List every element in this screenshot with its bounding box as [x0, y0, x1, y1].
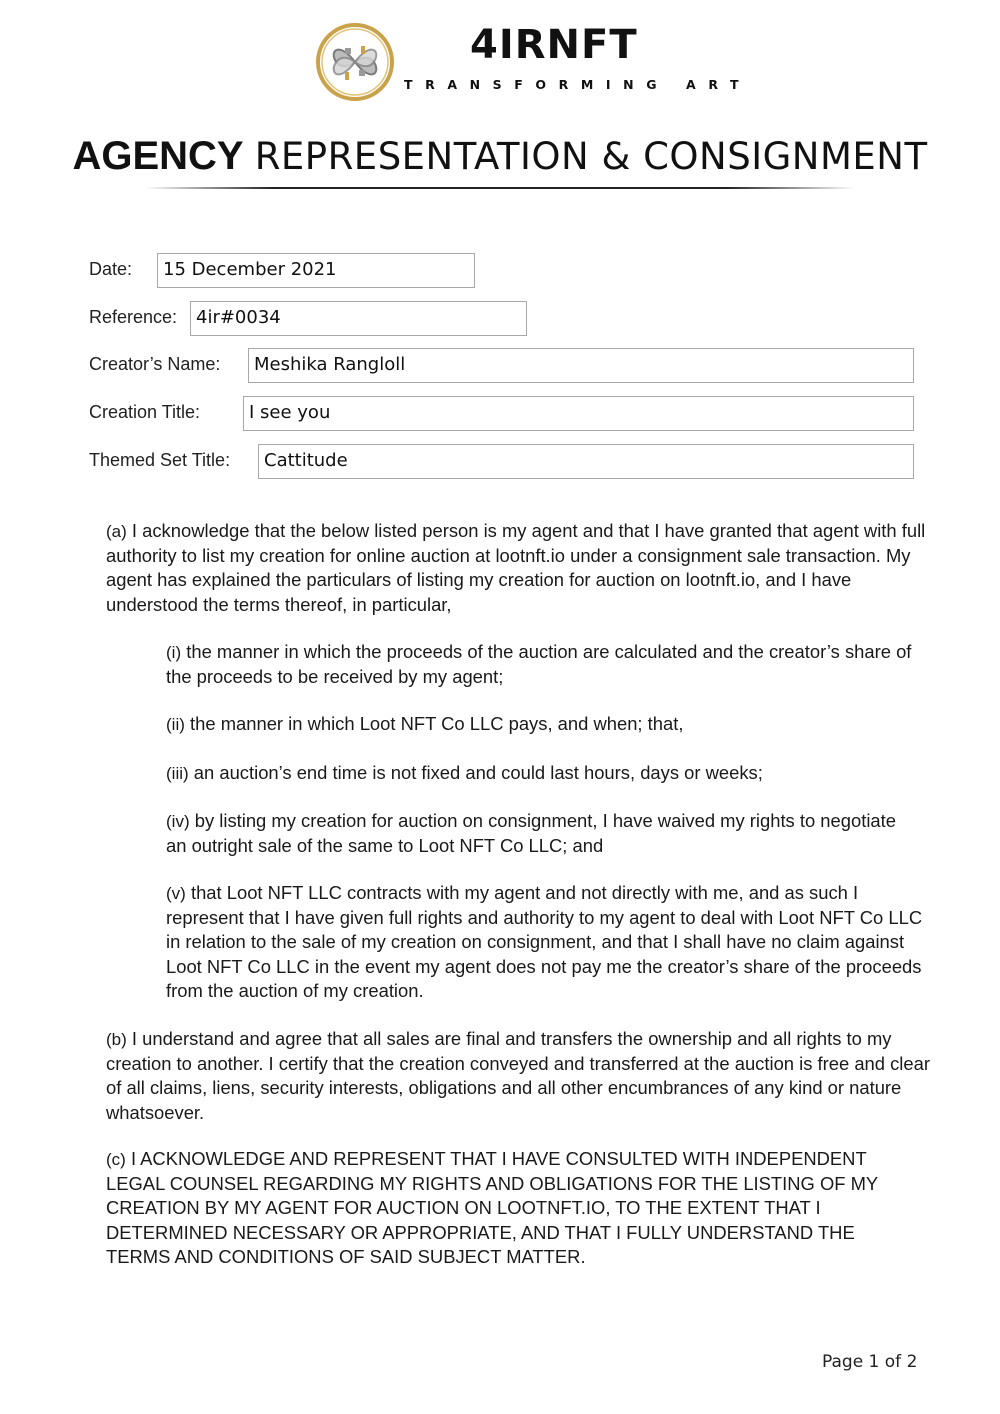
brand-name: 4IRNFT [470, 22, 638, 68]
themed-set-title-field[interactable]: Cattitude [258, 444, 914, 479]
document-title [0, 134, 1000, 178]
clause-a-marker: (a) [106, 522, 127, 541]
clause-b-text: I understand and agree that all sales are final and transfers the ownership and all rights to my creation to another. I certify that the creation conveyed and transferred at the auction is free and clear of all claims, liens, security interests, obligations and all other encumbrances of any kind or nature whatsoever. [106, 1028, 930, 1123]
clause-ii-text: the manner in which Loot NFT Co LLC pays, and when; that, [190, 713, 684, 734]
creation-title-field[interactable]: I see you [243, 396, 914, 431]
themed-set-title-label: Themed Set Title: [89, 450, 231, 470]
clause-c-marker: (c) [106, 1150, 126, 1169]
clause-v-marker: (v) [166, 884, 186, 903]
clause-i [166, 640, 930, 689]
clause-ii [166, 712, 930, 737]
clause-iv-marker: (iv) [166, 812, 190, 831]
clause-c-text: I ACKNOWLEDGE AND REPRESENT THAT I HAVE CONSULTED WITH INDEPENDENT LEGAL COUNSEL REGARDING MY RIGHTS AND OBLIGATIONS FOR THE LISTING OF MY CREATION BY MY AGENT FOR AUCTION ON LOOTNFT.IO, TO THE EXTENT THAT I DETERMINED NECESSARY OR APPROPRIATE, AND THAT I FULLY UNDERSTAND THE TERMS AND CONDITIONS OF SAID SUBJECT MATTER. [106, 1148, 878, 1267]
clause-iv [166, 809, 906, 858]
clause-i-marker: (i) [166, 643, 182, 662]
clause-a [106, 519, 932, 617]
creator-name-field[interactable]: Meshika Rangloll [248, 348, 914, 383]
date-field[interactable]: 15 December 2021 [157, 253, 475, 288]
title-divider [145, 187, 855, 189]
brand-tagline: TRANSFORMING ART [404, 77, 752, 92]
reference-field[interactable]: 4ir#0034 [190, 301, 527, 336]
clause-c [106, 1147, 906, 1269]
page-number: Page 1 of 2 [822, 1352, 918, 1372]
date-label: Date: [89, 259, 133, 279]
title-bold-part: AGENCY [72, 134, 244, 178]
clause-v [166, 881, 930, 1003]
clause-a-text: I acknowledge that the below listed person is my agent and that I have granted that agent with full authority to list my creation for online auction at lootnft.io under a consignment sale transaction. My agent has explained the particulars of listing my creation for auction on lootnft.io, and I have understood the terms thereof, in particular, [106, 520, 926, 615]
clause-i-text: the manner in which the proceeds of the auction are calculated and the creator’s share of the proceeds to be received by my agent; [166, 641, 912, 688]
clause-iv-text: by listing my creation for auction on consignment, I have waived my rights to negotiate an outright sale of the same to Loot NFT Co LLC; and [166, 810, 896, 857]
clause-ii-marker: (ii) [166, 715, 185, 734]
title-light-part: REPRESENTATION & CONSIGNMENT [254, 135, 928, 178]
brand-logo-emblem [315, 22, 395, 102]
clause-b-marker: (b) [106, 1030, 127, 1049]
creator-name-label: Creator’s Name: [89, 354, 221, 374]
clause-iii-text: an auction’s end time is not fixed and could last hours, days or weeks; [193, 762, 763, 783]
clause-iii [166, 761, 930, 786]
clause-b [106, 1027, 932, 1125]
creation-title-label: Creation Title: [89, 402, 201, 422]
reference-label: Reference: [89, 307, 178, 327]
clause-v-text: that Loot NFT LLC contracts with my agent and not directly with me, and as such I represent that I have given full rights and authority to my agent to deal with Loot NFT Co LLC in relation to the sale of my creation on consignment, and that I shall have no claim against Loot NFT Co LLC in the event my agent does not pay me the creator’s share of the proceeds from the auction of my creation. [166, 882, 923, 1001]
clause-iii-marker: (iii) [166, 764, 189, 783]
